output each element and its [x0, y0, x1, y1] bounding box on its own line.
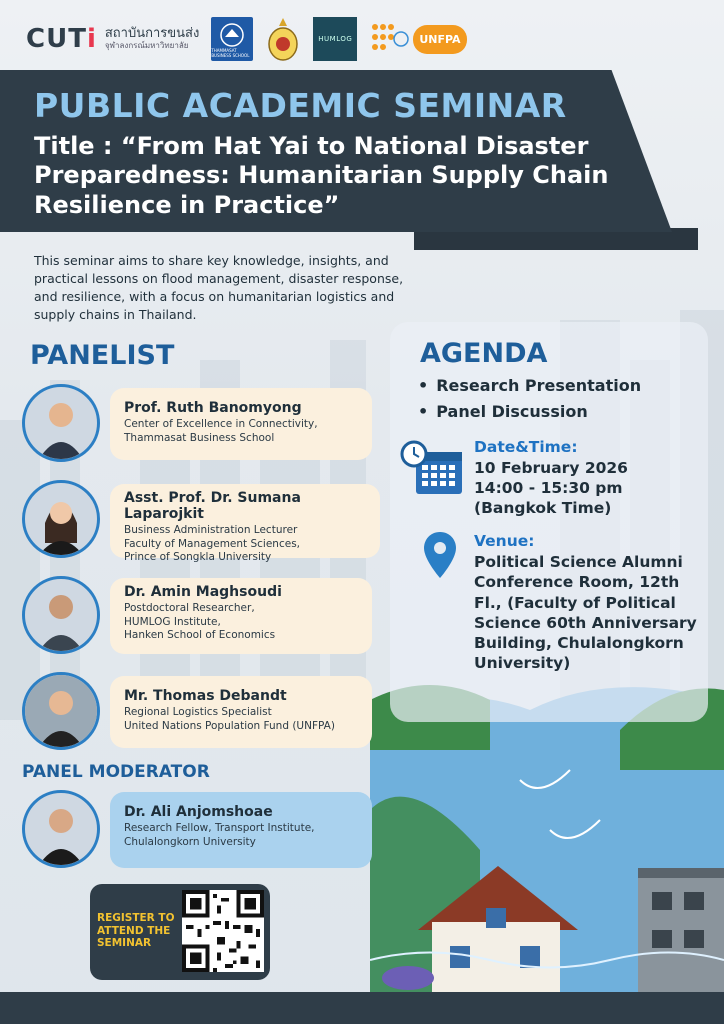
moderator-name: Dr. Ali Anjomshoae: [124, 804, 273, 820]
panelist-role: Center of Excellence in Connectivity, Thammasat Business School: [124, 418, 318, 444]
moderator-info: [110, 792, 372, 868]
venue-label: Venue:: [474, 532, 535, 550]
panelist-role: Business Administration Lecturer Faculty of Management Sciences, Prince of Songkla University: [124, 524, 300, 564]
panelist-photo: [22, 672, 100, 750]
panelist-role: Postdoctoral Researcher, HUMLOG Institute, Hanken School of Economics: [124, 602, 276, 642]
humlog-logo: HUMLOG: [313, 17, 357, 61]
unfpa-badge: UNFPA: [413, 25, 466, 54]
cuti-wordmark: CUTi: [26, 24, 97, 54]
location-pin-icon: [422, 530, 458, 580]
panelist-info: [110, 676, 372, 748]
panelist-card: [22, 672, 382, 752]
seminar-heading: PUBLIC ACADEMIC SEMINAR: [34, 86, 567, 125]
panelist-photo: [22, 576, 100, 654]
date-value: 10 February 2026 14:00 - 15:30 pm (Bangkok Time): [474, 459, 628, 518]
agenda-list: [418, 376, 641, 428]
thammasat-business-school-logo: [211, 17, 253, 61]
panelist-role: Regional Logistics Specialist United Nations Population Fund (UNFPA): [124, 706, 335, 732]
panelist-info: [110, 578, 372, 654]
unfpa-logo: [369, 19, 466, 59]
tbs-label: THAMMASAT BUSINESS SCHOOL: [211, 48, 250, 58]
cuti-thai-name: สถาบันการขนส่ง: [104, 26, 200, 42]
panelist-photo: [22, 384, 100, 462]
panelist-name: Dr. Amin Maghsoudi: [124, 584, 282, 600]
moderator-card: [22, 790, 382, 870]
moderator-heading: PANEL MODERATOR: [22, 762, 210, 782]
panelist-heading: PANELIST: [30, 340, 175, 371]
moderator-photo: [22, 790, 100, 868]
venue-value: Political Science Alumni Conference Room, 12th Fl., (Faculty of Political Science 60th Anniversary Building, Chulalongkorn University): [474, 553, 697, 673]
registration-qr-code[interactable]: [182, 890, 264, 972]
agenda-item: • Panel Discussion: [418, 402, 641, 421]
building-icon: [638, 868, 724, 992]
seminar-intro: This seminar aims to share key knowledge, insights, and practical lessons on flood management, disaster response, and resilience, with a focus on humanitarian logistics and supply chains in Thailand.: [34, 253, 404, 323]
panelist-photo: [22, 480, 100, 558]
panelist-name: Mr. Thomas Debandt: [124, 688, 287, 704]
panelist-info: [110, 388, 372, 460]
calendar-clock-icon: [400, 440, 464, 496]
chulalongkorn-crest-logo: [265, 16, 301, 62]
date-label: Date&Time:: [474, 438, 578, 456]
agenda-item: • Research Presentation: [418, 376, 641, 395]
panelist-card: [22, 480, 382, 564]
panelist-name: Prof. Ruth Banomyong: [124, 400, 302, 416]
cuti-logo: [26, 24, 199, 54]
logo-row: [26, 14, 467, 64]
footer-bar: [0, 992, 724, 1024]
moderator-role: Research Fellow, Transport Institute, Chulalongkorn University: [124, 822, 315, 848]
tbs-emblem-icon: [219, 22, 245, 48]
panelist-card: [22, 384, 382, 464]
unfpa-dots-icon: [369, 19, 409, 59]
panelist-name: Asst. Prof. Dr. Sumana Laparojkit: [124, 490, 301, 522]
agenda-heading: AGENDA: [420, 338, 548, 369]
panelist-info: [110, 484, 380, 564]
panelist-card: [22, 576, 382, 656]
register-label: REGISTER TO ATTEND THE SEMINAR: [97, 912, 175, 950]
cuti-thai-sub: จุฬาลงกรณ์มหาวิทยาลัย: [104, 40, 189, 50]
seminar-title: Title : “From Hat Yai to National Disaster Preparedness: Humanitarian Supply Chain Resilience in Practice”: [34, 132, 609, 219]
